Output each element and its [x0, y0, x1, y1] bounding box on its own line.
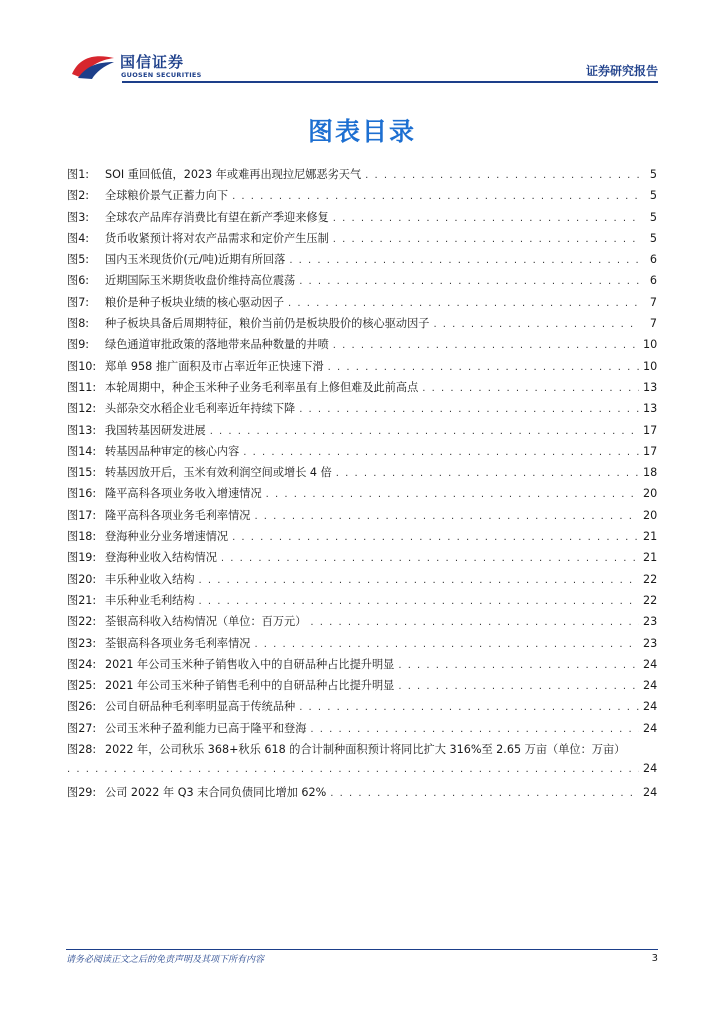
- toc-title: 绿色通道审批政策的落地带来品种数量的井喷: [105, 338, 329, 352]
- toc-page-number: 17: [643, 423, 658, 437]
- toc-leader-dots: [398, 681, 639, 692]
- toc-leader-dots: [336, 468, 639, 479]
- toc-item[interactable]: [67, 507, 657, 528]
- logo-english-name: GUOSEN SECURITIES: [121, 71, 202, 79]
- toc-page-number: 24: [643, 721, 658, 735]
- logo-chinese-name: 国信证券: [120, 53, 185, 71]
- toc-label: 图18:: [67, 530, 97, 544]
- toc-leader-dots: [232, 532, 639, 543]
- toc-title: 公司自研品种毛利率明显高于传统品种: [105, 700, 296, 714]
- toc-leader-dots: [67, 764, 639, 775]
- toc-title: 丰乐种业收入结构: [105, 572, 195, 586]
- toc-label: 图25:: [67, 679, 97, 693]
- toc-leader-dots: [328, 362, 639, 373]
- toc-item[interactable]: [67, 528, 657, 549]
- toc-page-number: 24: [643, 762, 658, 776]
- toc-item[interactable]: [67, 358, 657, 379]
- toc-title: 种子板块具备后周期特征，粮价当前仍是板块股价的核心驱动因子: [105, 317, 430, 331]
- toc-page-number: 17: [643, 444, 658, 458]
- toc-leader-dots: [210, 426, 639, 437]
- toc-title: SOI 重回低值，2023 年或难再出现拉尼娜恶劣天气: [105, 168, 362, 181]
- toc-title: 隆平高科各项业务毛利率情况: [105, 508, 251, 522]
- toc-item[interactable]: [67, 656, 657, 677]
- toc-page-number: 7: [649, 317, 657, 331]
- toc-item[interactable]: [67, 720, 657, 741]
- toc-page-number: 7: [649, 295, 657, 309]
- toc-title: 公司玉米种子盈利能力已高于隆平和登海: [105, 721, 307, 735]
- figure-toc-list: [67, 166, 657, 805]
- toc-label: 图2:: [67, 189, 90, 203]
- toc-page-number: 23: [643, 636, 658, 650]
- toc-label: 图28:: [67, 743, 97, 757]
- toc-leader-dots: [199, 575, 639, 586]
- toc-title: 隆平高科各项业务收入增速情况: [105, 487, 262, 501]
- toc-item[interactable]: [67, 613, 657, 634]
- toc-item[interactable]: [67, 379, 657, 400]
- toc-item[interactable]: [67, 400, 657, 421]
- logo-mark-icon: [70, 52, 116, 80]
- toc-page-number: 24: [643, 679, 658, 693]
- toc-label: 图17:: [67, 508, 97, 522]
- toc-leader-dots: [310, 617, 639, 628]
- toc-page-number: 22: [643, 572, 658, 586]
- toc-page-number: 5: [649, 168, 657, 181]
- toc-title: 2022 年，公司秋乐 368+秋乐 618 的合计制种面积预计将同比扩大 316%至 2.65 万亩（单位：万亩）: [105, 743, 626, 757]
- toc-item[interactable]: [67, 677, 657, 698]
- toc-label: 图20:: [67, 572, 97, 586]
- toc-leader-dots: [289, 255, 639, 266]
- toc-page-number: 13: [643, 380, 658, 394]
- toc-item[interactable]: [67, 443, 657, 464]
- toc-label: 图6:: [67, 274, 90, 288]
- toc-page-number: 21: [643, 551, 658, 565]
- toc-item[interactable]: [67, 549, 657, 570]
- toc-leader-dots: [199, 596, 639, 607]
- toc-leader-dots: [232, 191, 639, 202]
- toc-label: 图16:: [67, 487, 97, 501]
- toc-label: 图23:: [67, 636, 97, 650]
- header-divider: [122, 81, 658, 83]
- toc-leader-dots: [243, 447, 639, 458]
- toc-item[interactable]: [67, 315, 657, 336]
- toc-label: 图13:: [67, 423, 97, 437]
- toc-page-number: 10: [643, 338, 658, 352]
- toc-leader-dots: [398, 660, 639, 671]
- toc-title: 2021 年公司玉米种子销售毛利中的自研品种占比提升明显: [105, 679, 395, 693]
- toc-title: 丰乐种业毛利结构: [105, 593, 195, 607]
- toc-label: 图14:: [67, 444, 97, 458]
- toc-title: 登海种业分业务增速情况: [105, 530, 229, 544]
- toc-leader-dots: [433, 319, 639, 330]
- toc-page-number: 20: [643, 508, 658, 522]
- toc-page-number: 6: [649, 274, 657, 288]
- toc-item[interactable]: [67, 485, 657, 506]
- toc-leader-dots: [299, 702, 639, 713]
- toc-leader-dots: [254, 511, 639, 522]
- toc-page-number: 5: [649, 210, 657, 224]
- toc-title: 荃银高科收入结构情况（单位：百万元）: [105, 615, 307, 629]
- toc-leader-dots: [254, 639, 639, 650]
- toc-page-number: 13: [643, 402, 658, 416]
- toc-leader-dots: [365, 170, 639, 181]
- toc-item[interactable]: [67, 272, 657, 293]
- toc-title: 国内玉米现货价(元/吨)近期有所回落: [105, 253, 286, 267]
- toc-leader-dots: [299, 276, 639, 287]
- toc-label: 图1:: [67, 168, 90, 181]
- toc-title: 郑单 958 推广面积及市占率近年正快速下滑: [105, 359, 324, 373]
- toc-page-number: 18: [643, 466, 658, 480]
- toc-leader-dots: [310, 724, 639, 735]
- toc-page-number: 23: [643, 615, 658, 629]
- toc-item[interactable]: [67, 784, 657, 805]
- toc-item[interactable]: [67, 464, 657, 485]
- toc-label: 图22:: [67, 615, 97, 629]
- toc-item[interactable]: [67, 422, 657, 443]
- toc-leader-dots: [333, 213, 639, 224]
- toc-item[interactable]: [67, 209, 657, 230]
- toc-page-number: 24: [643, 785, 658, 799]
- toc-label: 图9:: [67, 338, 90, 352]
- toc-item[interactable]: [67, 592, 657, 613]
- toc-leader-dots: [422, 383, 639, 394]
- toc-label: 图4:: [67, 231, 90, 245]
- toc-title: 公司 2022 年 Q3 末合同负债同比增加 62%: [105, 785, 327, 799]
- toc-page-number: 5: [649, 189, 657, 203]
- toc-leader-dots: [288, 298, 639, 309]
- toc-title: 货币收紧预计将对农产品需求和定价产生压制: [105, 231, 329, 245]
- toc-page-number: 21: [643, 530, 658, 544]
- toc-label: 图15:: [67, 466, 97, 480]
- toc-title: 转基因品种审定的核心内容: [105, 444, 240, 458]
- page-header: [0, 0, 724, 90]
- toc-label: 图11:: [67, 380, 97, 394]
- toc-title: 登海种业收入结构情况: [105, 551, 217, 565]
- toc-label: 图19:: [67, 551, 97, 565]
- toc-label: 图27:: [67, 721, 97, 735]
- toc-item[interactable]: [67, 187, 657, 208]
- toc-item[interactable]: [67, 571, 657, 592]
- page-title: 图表目录: [307, 117, 416, 146]
- toc-page-number: 22: [643, 593, 658, 607]
- toc-label: 图29:: [67, 785, 97, 799]
- toc-label: 图8:: [67, 317, 90, 331]
- toc-label: 图24:: [67, 657, 97, 671]
- toc-item[interactable]: [67, 336, 657, 357]
- toc-leader-dots: [299, 404, 639, 415]
- report-type-label: 证券研究报告: [585, 64, 658, 78]
- toc-title: 全球粮价景气正蓄力向下: [105, 189, 229, 203]
- toc-item[interactable]: [67, 294, 657, 315]
- toc-page-number: 5: [649, 231, 657, 245]
- footer-page-number: 3: [651, 953, 658, 964]
- toc-label: 图26:: [67, 700, 97, 714]
- toc-title: 粮价是种子板块业绩的核心驱动因子: [105, 295, 285, 309]
- toc-item[interactable]: [67, 230, 657, 251]
- toc-label: 图12:: [67, 402, 97, 416]
- toc-leader-dots: [266, 489, 639, 500]
- toc-item[interactable]: [67, 698, 657, 719]
- toc-item[interactable]: [67, 635, 657, 656]
- footer-divider: [66, 949, 658, 950]
- toc-label: 图5:: [67, 253, 90, 267]
- toc-label: 图3:: [67, 210, 90, 224]
- toc-leader-dots: [333, 234, 639, 245]
- toc-title: 转基因放开后，玉米有效利润空间或增长 4 倍: [105, 466, 332, 480]
- toc-item[interactable]: [67, 166, 657, 187]
- toc-title: 近期国际玉米期货收盘价维持高位震荡: [105, 274, 296, 288]
- toc-label: 图21:: [67, 593, 97, 607]
- toc-leader-dots: [333, 340, 639, 351]
- footer-disclaimer: 请务必阅读正文之后的免责声明及其项下所有内容: [66, 955, 265, 965]
- toc-page-number: 24: [643, 657, 658, 671]
- toc-leader-dots: [330, 788, 639, 799]
- toc-page-number: 6: [649, 253, 657, 267]
- toc-title: 本轮周期中，种企玉米种子业务毛利率虽有上修但难及此前高点: [105, 380, 419, 394]
- toc-page-number: 10: [643, 359, 658, 373]
- toc-label: 图10:: [67, 359, 97, 373]
- toc-page-number: 20: [643, 487, 658, 501]
- company-logo: [70, 50, 230, 84]
- toc-title: 我国转基因研发进展: [105, 423, 206, 437]
- toc-page-number: 24: [643, 700, 658, 714]
- toc-title: 头部杂交水稻企业毛利率近年持续下降: [105, 402, 296, 416]
- toc-title: 全球农产品库存消费比有望在新产季迎来修复: [105, 210, 329, 224]
- toc-title: 2021 年公司玉米种子销售收入中的自研品种占比提升明显: [105, 657, 395, 671]
- toc-item-wrapped[interactable]: [67, 741, 657, 784]
- toc-title: 荃银高科各项业务毛利率情况: [105, 636, 251, 650]
- toc-label: 图7:: [67, 295, 90, 309]
- toc-item[interactable]: [67, 251, 657, 272]
- toc-leader-dots: [221, 553, 639, 564]
